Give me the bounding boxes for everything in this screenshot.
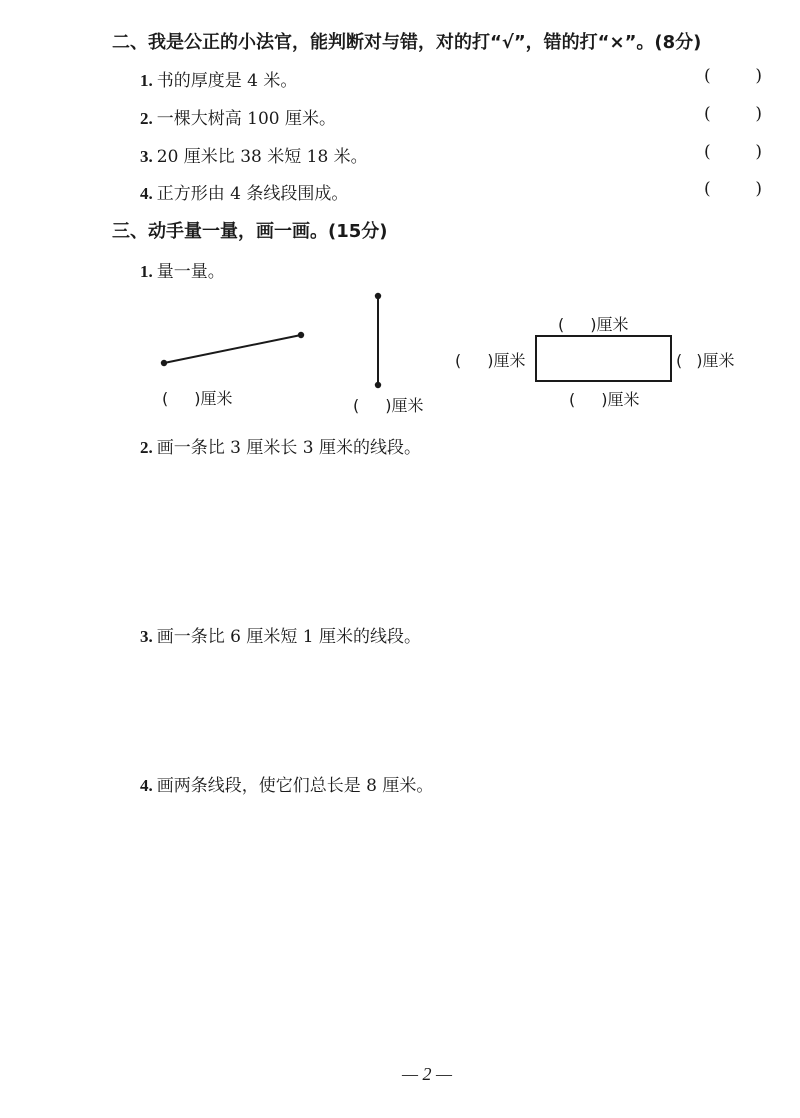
- rect-bottom-label[interactable]: ( )厘米: [569, 390, 640, 409]
- item-text: 书的厚度是 4 米。: [156, 71, 298, 91]
- answer-paren-1[interactable]: ( ): [704, 66, 762, 86]
- vertical-segment-label[interactable]: ( )厘米: [353, 396, 424, 415]
- item-text: 20 厘米比 38 米短 18 米。: [156, 147, 368, 167]
- rect-right-label[interactable]: ( )厘米: [676, 351, 735, 370]
- measure-figures: [0, 0, 800, 440]
- question-3: 3. 画一条比 6 厘米短 1 厘米的线段。: [140, 627, 421, 647]
- question-1: 1. 量一量。: [140, 262, 225, 282]
- item-text: 一棵大树高 100 厘米。: [156, 109, 337, 129]
- question-4: 4. 画两条线段，使它们总长是 8 厘米。: [140, 776, 434, 796]
- answer-paren-4[interactable]: ( ): [704, 179, 762, 199]
- page-number: — 2 —: [402, 1064, 453, 1084]
- slanted-segment: [161, 332, 304, 366]
- item-number: 4.: [140, 184, 153, 203]
- question-2: 2. 画一条比 3 厘米长 3 厘米的线段。: [140, 438, 421, 458]
- drawing-area-2[interactable]: [140, 465, 760, 605]
- item-number: 1.: [140, 71, 153, 90]
- item-text: 正方形由 4 条线段围成。: [156, 184, 349, 204]
- rect-left-label[interactable]: ( )厘米: [455, 351, 526, 370]
- answer-paren-2[interactable]: ( ): [704, 104, 762, 124]
- drawing-area-4[interactable]: [140, 805, 760, 1025]
- answer-paren-3[interactable]: ( ): [704, 142, 762, 162]
- item-number: 2.: [140, 109, 153, 128]
- vertical-segment: [375, 293, 381, 388]
- slanted-segment-label[interactable]: ( )厘米: [162, 389, 233, 408]
- item-number: 3.: [140, 147, 153, 166]
- rectangle-figure: [536, 336, 671, 381]
- section-3-title: 三、动手量一量，画一画。(15分): [112, 221, 388, 242]
- drawing-area-3[interactable]: [140, 655, 760, 765]
- rect-top-label[interactable]: ( )厘米: [558, 315, 629, 334]
- section-2-title: 二、我是公正的小法官，能判断对与错，对的打“√”，错的打“×”。(8分): [112, 32, 702, 53]
